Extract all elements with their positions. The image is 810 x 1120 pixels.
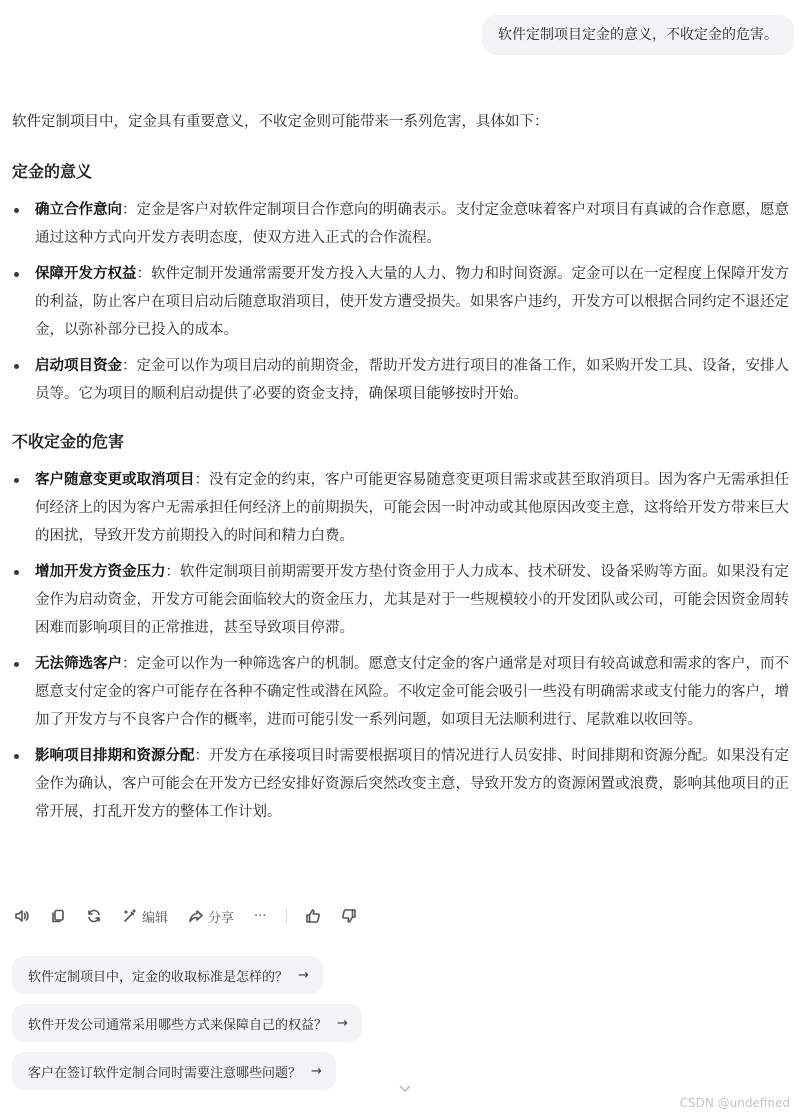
point-title: 增加开发方资金压力 [35, 564, 166, 580]
arrow-right-icon: → [337, 1015, 348, 1031]
list-item [12, 196, 790, 252]
point-title: 启动项目资金 [35, 358, 122, 374]
more-icon: ··· [254, 908, 267, 924]
suggestion-chip[interactable] [12, 956, 323, 994]
point-title: 保障开发方权益 [35, 266, 137, 282]
point-text: ：定金可以作为一种筛选客户的机制。愿意支付定金的客户通常是对项目有较高诚意和需求的客户，而不愿意支付定金的客户可能存在各种不确定性或潜在风险。不收定金可能会吸引一些没有明确需求或支付能力的客户，增加了开发方与不良客户合作的概率，进而可能引发一系列问题，如项目无法顺利进行、尾款难以收回等。 [35, 656, 789, 728]
user-message-bubble: 软件定制项目定金的意义，不收定金的危害。 [482, 15, 794, 55]
more-button[interactable] [254, 904, 266, 928]
suggestion-chip[interactable] [12, 1004, 362, 1042]
arrow-right-icon: → [298, 967, 309, 983]
list-item [12, 650, 790, 734]
point-title: 客户随意变更或取消项目 [35, 472, 195, 488]
list-item [12, 558, 790, 642]
suggestion-text: 客户在签订软件定制合同时需要注意哪些问题？ [28, 1065, 302, 1081]
suggestion-text: 软件定制项目中，定金的收取标准是怎样的？ [28, 969, 289, 985]
section-title-significance: 定金的意义 [12, 162, 93, 181]
point-text: ：定金可以作为项目启动的前期资金，帮助开发方进行项目的准备工作，如采购开发工具、设备，安排人员等。它为项目的顺利启动提供了必要的资金支持，确保项目能够按时开始。 [35, 358, 789, 402]
edit-button[interactable] [122, 904, 168, 928]
list-item [12, 260, 790, 344]
share-icon [188, 908, 204, 924]
like-button[interactable] [305, 904, 321, 928]
refresh-icon [86, 908, 102, 924]
dislike-button[interactable] [341, 904, 357, 928]
thumbs-up-icon [305, 908, 321, 924]
answer-intro: 软件定制项目中，定金具有重要意义，不收定金则可能带来一系列危害，具体如下： [12, 114, 549, 130]
chevron-down-icon [397, 1080, 413, 1096]
scroll-to-bottom-button[interactable] [385, 1068, 425, 1108]
edit-label: 编辑 [142, 910, 169, 926]
point-text: ：定金是客户对软件定制项目合作意向的明确表示。支付定金意味着客户对项目有真诚的合作意愿，愿意通过这种方式向开发方表明态度，使双方进入正式的合作流程。 [35, 202, 789, 246]
harms-list [12, 466, 790, 826]
share-label: 分享 [208, 910, 235, 926]
suggestion-chip[interactable] [12, 1052, 336, 1090]
copy-icon [50, 908, 66, 924]
point-title: 影响项目排期和资源分配 [35, 748, 195, 764]
read-aloud-button[interactable] [14, 904, 30, 928]
magic-edit-icon [122, 908, 138, 924]
toolbar-divider [286, 909, 287, 923]
suggested-questions [12, 956, 362, 1100]
message-toolbar [14, 904, 377, 928]
thumbs-down-icon [341, 908, 357, 924]
point-text: ：没有定金的约束，客户可能更容易随意变更项目需求或甚至取消项目。因为客户无需承担任何经济上的因为客户无需承担任何经济上的前期损失，可能会因一时冲动或其他原因改变主意，这将给开发方带来巨大的困扰，导致开发方前期投入的时间和精力白费。 [35, 472, 789, 544]
point-text: ：软件定制开发通常需要开发方投入大量的人力、物力和时间资源。定金可以在一定程度上保障开发方的利益，防止客户在项目启动后随意取消项目，使开发方遭受损失。如果客户违约，开发方可以根据合同约定不退还定金，以弥补部分已投入的成本。 [35, 266, 789, 338]
suggestion-text: 软件开发公司通常采用哪些方式来保障自己的权益？ [28, 1017, 328, 1033]
watermark: CSDN @undefined [679, 1096, 790, 1110]
list-item [12, 742, 790, 826]
speaker-icon [14, 908, 30, 924]
point-text: ：开发方在承接项目时需要根据项目的情况进行人员安排、时间排期和资源分配。如果没有定金作为确认，客户可能会在开发方已经安排好资源后突然改变主意，导致开发方的资源闲置或浪费，影响其他项目的正常开展，打乱开发方的整体工作计划。 [35, 748, 789, 820]
share-button[interactable] [188, 904, 234, 928]
section-title-harms: 不收定金的危害 [12, 432, 125, 451]
point-title: 确立合作意向 [35, 202, 122, 218]
copy-button[interactable] [50, 904, 66, 928]
point-title: 无法筛选客户 [35, 656, 122, 672]
list-item [12, 466, 790, 550]
arrow-right-icon: → [311, 1063, 322, 1079]
regenerate-button[interactable] [86, 904, 102, 928]
significance-list [12, 196, 790, 408]
assistant-answer [12, 108, 790, 834]
list-item [12, 352, 790, 408]
point-text: ：软件定制项目前期需要开发方垫付资金用于人力成本、技术研发、设备采购等方面。如果没有定金作为启动资金，开发方可能会面临较大的资金压力，尤其是对于一些规模较小的开发团队或公司，可能会因资金周转困难而影响项目的正常推进，甚至导致项目停滞。 [35, 564, 789, 636]
